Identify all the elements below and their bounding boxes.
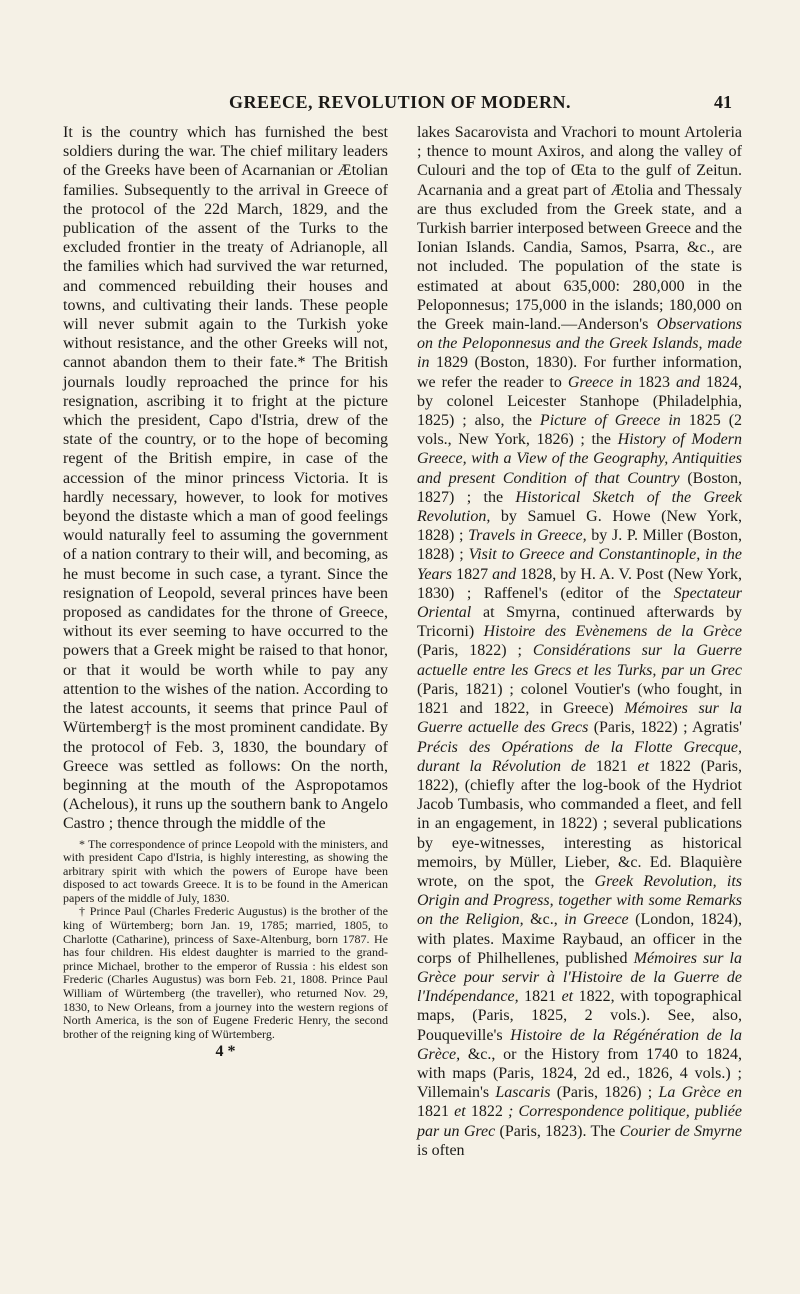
left-column (63, 123, 388, 1061)
right-column (417, 123, 742, 1160)
footnote-prince-paul: † Prince Paul (Charles Frederic Augustus) is the brother of the king of Würtemberg; born Jan. 19, 1785; married, 1805, to Charlotte (Catharine), princess of Saxe-Altenburg, born 1787. He has four children. His eldest daughter is married to the grand-prince Michael, brother to the emperor of Russia : his eldest son Frederic (Charles Augustus) was born Feb. 21, 1808. Prince Paul William of Würtemberg (the traveller), who returned Nov. 29, 1830, to New Orleans, from a journey into the western regions of North America, is the son of Eugene Frederic Henry, the second brother of the reigning king of Würtemberg. (63, 904, 388, 1041)
italic-title: Considérations sur la Guerre actuelle entre les Grecs et les Turks, par un Grec (417, 642, 742, 679)
text-run: (Paris, 1826) ; (550, 1084, 659, 1102)
italic-title: Observations on the Peloponnesus and the Greek Islands, made in (417, 316, 742, 372)
text-run: (Paris, 1821) ; colonel Voutier's (who fought, in 1821 and 1822, in Greece) (417, 680, 742, 718)
italic-title: and (492, 565, 517, 583)
italic-title: Historical Sketch of the Greek Revolution, (417, 488, 743, 526)
italic-title: Spectateur Oriental (417, 584, 742, 622)
text-run: 1823 (631, 373, 676, 391)
page-number: 41 (714, 92, 732, 112)
text-run: 1828, by H. A. V. Post (New York, 1830) ; Raffenel's (editor of the (417, 565, 742, 602)
italic-title: Mémoires sur la Grèce pour servir à l'Histoire de la Guerre de l'Indépendance, (417, 949, 742, 1006)
italic-title: Visit to Greece and Constantinople, in the Years (417, 546, 742, 583)
text-run: 1825 (2 vols., New York, 1826) ; the (417, 412, 743, 449)
body-paragraph-continued (417, 123, 742, 1160)
text-run: by Samuel G. Howe (New York, 1828) ; (417, 508, 742, 545)
italic-title: La Grèce en (658, 1084, 742, 1102)
text-run: 1822, with topographical maps, (Paris, 1825, 2 vols.). See, also, Pouqueville's (417, 988, 742, 1044)
italic-title: Précis des Opérations de la Flotte Grecque, durant la Révolution de (417, 738, 742, 775)
italic-title: Histoire des Evènemens de la Grèce (483, 623, 742, 641)
italic-title: Greece in (567, 373, 632, 391)
italic-title: et (637, 757, 650, 775)
text-run: 1824, by colonel Leicester Stanhope (Philadelphia, 1825) ; also, the (417, 373, 743, 430)
italic-title: ; Correspondence politique, publiée par un Grec (417, 1103, 743, 1140)
text-run: &c., (523, 911, 565, 929)
text-run: by J. P. Miller (Boston, 1828) ; (417, 527, 742, 564)
text-run: (Paris, 1822) ; (417, 642, 533, 660)
text-run: (Paris, 1822) ; Agratis' (588, 719, 743, 737)
body-paragraph: It is the country which has furnished the best soldiers during the war. The chief military leaders of the Greeks have been of Acarnanian or Ætolian families. Subsequently to the arrival in Greece of the protocol of the 22d March, 1829, and the publication of the assent of the Turks to the excluded frontier in the treaty of Adrianople, all the families which had survived the war returned, and commenced rebuilding their houses and towns, and cultivating their lands. These people will never submit again to the Turkish yoke without resistance, and the other Greeks will not, cannot abandon them to their fate.* The British journals loudly reproached the prince for his resignation, ascribing it to fright at the picture which the president, Capo d'Istria, drew of the state of the country, or to the hope of becoming regent of the British empire, in case of the accession of the minor princess Victoria. It is hardly necessary, however, to look for motives beyond the distaste which a man of good feelings would naturally feel to assuming the government of a nation contrary to their will, and becoming, as he must become in such case, a tyrant. Since the resignation of Leopold, several princes have been proposed as candidates for the throne of Greece, without its ever seeming to have occurred to the powers that a Greek might be raised to that honor, or that it would be worth while to pay any attention to the wishes of the nation. According to the latest accounts, it seems that prince Paul of Würtemberg† is the most prominent candidate. By the protocol of Feb. 3, 1830, the boundary of Greece was settled as follows: On the north, beginning at the mouth of the Aspropotamos (Achelous), it runs up the southern bank to Angelo Castro ; thence through the middle of the (63, 124, 388, 833)
italic-title: Mémoires sur la Guerre actuelle des Grecs (417, 700, 742, 737)
text-run: 1821 (417, 1103, 455, 1121)
text-run: (London, 1824), with plates. Maxime Raybaud, an officer in the corps of Philhellenes, published (417, 911, 743, 967)
italic-title: et (561, 988, 574, 1006)
text-run: 1821 (518, 988, 562, 1006)
text-run: (Boston, 1827) ; the (417, 469, 742, 506)
italic-title: Travels in Greece, (468, 527, 587, 545)
italic-title: Lascaris (495, 1084, 551, 1102)
signature-mark: 4 * (215, 1043, 236, 1061)
running-head: GREECE, REVOLUTION OF MODERN. (229, 92, 571, 112)
text-run: 1822 (Paris, 1822), (chiefly after the log-book of the Hydriot Jacob Tumbasis, who commanded a fleet, and fell in an engagement, in 1822) ; several publications by eye-witnesses, interesting as historical memoirs, by Müller, Lieber, &c. Ed. Blaquière wrote, on the spot, the (417, 757, 743, 890)
text-run: lakes Sacarovista and Vrachori to mount Artoleria ; thence to mount Axiros, and along the valley of Culouri and the top of Œta to the gulf of Zeitun. Acarnania and a great part of Ætolia and Thessaly are thus excluded from the Greek state, and a Turkish barrier interposed between Greece and the Ionian Islands. Candia, Samos, Psarra, &c., are not included. The population of the state is estimated at about 635,000: 280,000 in the Peloponnesus; 175,000 in the islands; 180,000 on the Greek main-land.—Anderson's (417, 124, 742, 334)
italic-title: History of Modern Greece, with a View of the Geography, Antiquities and present Condition of that Country (417, 431, 742, 487)
italic-title: and (676, 373, 700, 391)
text-run: is often (417, 1141, 465, 1159)
text-run: 1827 (451, 565, 493, 583)
text-run: 1829 (Boston, 1830). For further information, we refer the reader to (417, 354, 742, 391)
text-run: (Paris, 1823). The (495, 1122, 620, 1140)
page-header (0, 92, 800, 122)
italic-title: Picture of Greece in (539, 412, 681, 430)
italic-title: Courier de Smyrne (619, 1122, 742, 1140)
italic-title: Histoire de la Régénération de la Grèce, (417, 1026, 742, 1063)
text-run: at Smyrna, continued afterwards by Tricorni) (417, 604, 742, 641)
footnote-leopold: * The correspondence of prince Leopold with the ministers, and with president Capo d'Istria, is highly interesting, as showing the arbitrary spirit with which the powers of Europe have been disposed to act towards Greece. It is to be found in the American papers of the middle of July, 1830. (63, 836, 388, 905)
text-run: &c., or the History from 1740 to 1824, with maps (Paris, 1824, 2d ed., 1826, 4 vols.) ; Villemain's (417, 1045, 742, 1102)
italic-title: in Greece (564, 911, 629, 929)
italic-title: et (454, 1103, 466, 1121)
text-run: 1822 (465, 1103, 509, 1121)
text-run: 1821 (585, 757, 638, 775)
italic-title: Greek Revolution, its Origin and Progress, together with some Remarks on the Religion, (417, 872, 743, 929)
